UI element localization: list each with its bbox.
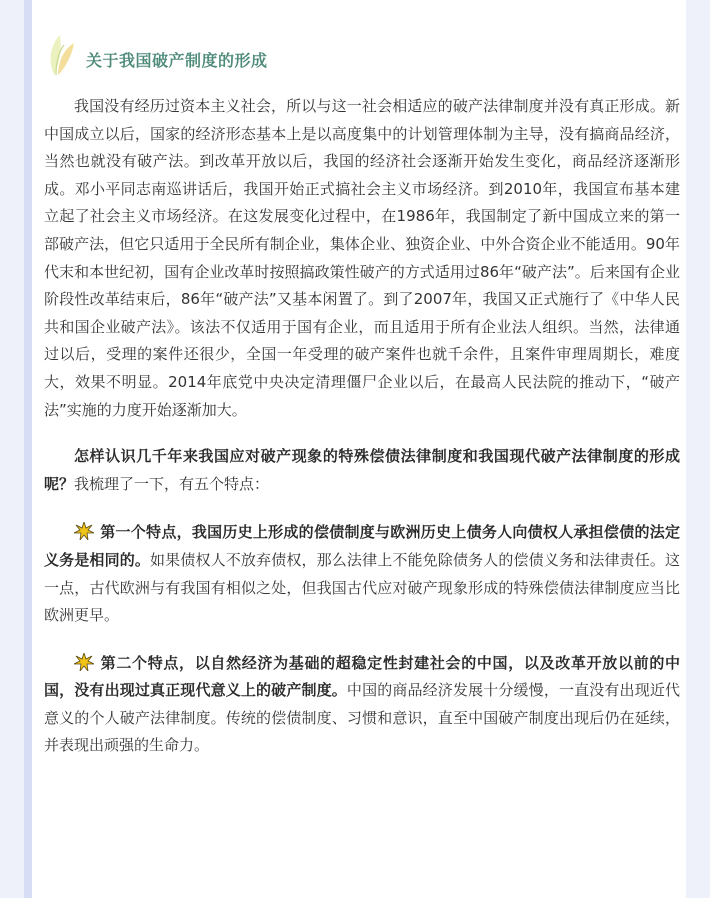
paragraph-3 xyxy=(44,519,680,629)
paragraph-4-text: 中国的商品经济发展十分缓慢，一直没有出现近代意义的个人破产法律制度。传统的偿债制度、习惯和意识，直至中国破产制度出现后仍在延续，并表现出顽强的生命力。 xyxy=(44,681,680,755)
section-header xyxy=(44,30,680,78)
paragraph-2-text: 我梳理了一下，有五个特点： xyxy=(74,474,270,493)
article-content xyxy=(44,30,680,760)
paragraph-3-text: 如果债权人不放弃债权，那么法律上不能免除债务人的偿债义务和法律责任。这一点，古代欧洲与有我国有相似之处，但我国古代应对破产现象形成的特殊偿债法律制度应当比欧洲更早。 xyxy=(44,550,680,625)
paragraph-2 xyxy=(44,443,680,498)
right-decorative-strip xyxy=(686,0,710,898)
sparkle-star-icon xyxy=(74,522,94,540)
paragraph-1: 我国没有经历过资本主义社会，所以与这一社会相适应的破产法律制度并没有真正形成。新中国成立以后，国家的经济形态基本上是以高度集中的计划管理体制为主导，没有搞商品经济，当然也就没有破产法。到改革开放以后，我国的经济社会逐渐开始发生变化，商品经济逐渐形成。邓小平同志南巡讲话后，我国开始正式搞社会主义市场经济。到2010年，我国宣布基本建立起了社会主义市场经济。在这发展变化过程中，在1986年，我国制定了新中国成立来的第一部破产法，但它只适用于全民所有制企业，集体企业、独资企业、中外合资企业不能适用。90年代末和本世纪初，国有企业改革时按照搞政策性破产的方式适用过86年“破产法”。后来国有企业阶段性改革结束后，86年“破产法”又基本闲置了。到了2007年，我国又正式施行了《中华人民共和国企业破产法》。该法不仅适用于国有企业，而且适用于所有企业法人组织。当然，法律通过以后，受理的案件还很少，全国一年受理的破产案件也就千余件，且案件审理周期长，难度大，效果不明显。2014年底党中央决定清理僵尸企业以后，在最高人民法院的推动下，“破产法”实施的力度开始逐渐加大。 xyxy=(44,97,680,419)
wheat-leaf-icon xyxy=(44,31,82,77)
left-decorative-strip xyxy=(0,0,24,898)
sparkle-star-icon xyxy=(74,653,94,671)
paragraph-4-bold: 第二个特点，以自然经济为基础的超稳定性封建社会的中国，以及改革开放以前的中国，没有出现过真正现代意义上的破产制度。 xyxy=(44,653,680,700)
paragraph-4 xyxy=(44,650,680,760)
paragraph-3-bold: 第一个特点，我国历史上形成的偿债制度与欧洲历史上债务人向债权人承担偿债的法定义务是相同的。 xyxy=(44,523,680,569)
left-decorative-line xyxy=(24,0,32,898)
section-title: 关于我国破产制度的形成 xyxy=(86,50,268,70)
paragraph-2-bold: 怎样认识几千年来我国应对破产现象的特殊偿债法律制度和我国现代破产法律制度的形成呢？ xyxy=(44,447,680,493)
